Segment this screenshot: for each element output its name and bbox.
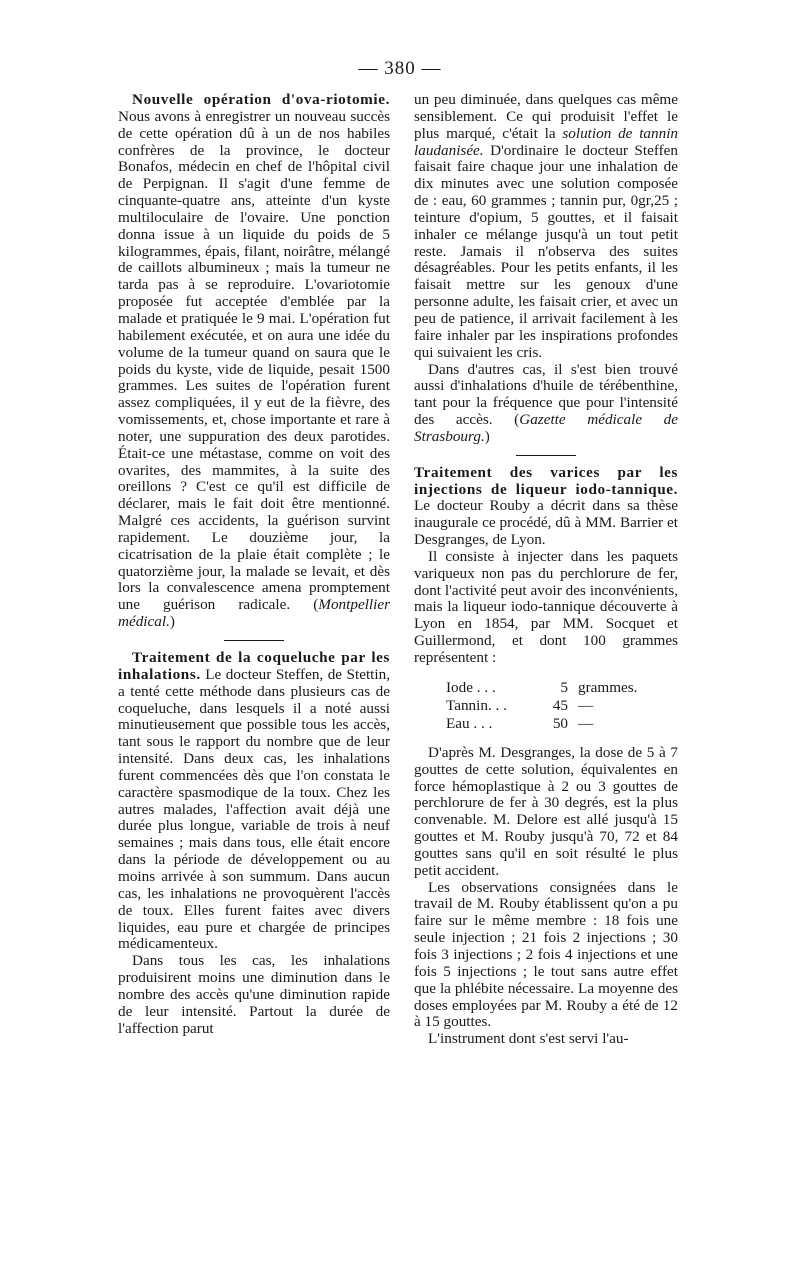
paragraph-text: un peu diminuée, dans quelques cas même sensiblement. Ce qui produisit l'effet le plus marqué, c'était la	[414, 91, 678, 142]
section-divider	[224, 640, 284, 641]
page-number: — 380 —	[358, 58, 442, 79]
paragraph-text: Il consiste à injecter dans les paquets variqueux non pas du perchlorure de fer, dont l'activité peut avoir des inconvénients, mais la liqueur iodo-tannique découverte à Lyon en 1854, par MM. Socquet et Guillermond, et dont 100 grammes représentent :	[414, 547, 678, 666]
left-column	[118, 92, 390, 1037]
article-body: Le docteur Steffen, de Stettin, a tenté cette méthode dans plusieurs cas de coqueluche, dans lesquels il a noté aussi minutieusement que possible tous les accès, tant sous le rapport du nombre que de leur intensité. Dans deux cas, les inhalations furent commencées dès que l'on constata le caractère spasmodique de la toux. Chez les autres malades, l'affection avait déjà une durée plus longue, variable de trois à neuf semaines ; mais dans tous, elle était encore dans la période de développement ou au moins arrivée à son summum. Dans aucun cas, les inhalations ne provoquèrent l'accès de toux. Elles furent faites avec divers liquides, eau pure et chargée de principes médicamenteux.	[118, 665, 391, 953]
recipe-row	[446, 679, 678, 697]
ingredient-name: Tannin. . .	[446, 696, 507, 714]
paragraph-text: Dans tous les cas, les inhalations produisirent moins une diminution dans le nombre des accès qu'une diminution rapide de leur intensité. Partout la durée de l'affection parut	[118, 952, 390, 1037]
recipe-table	[414, 679, 678, 733]
right-column	[414, 92, 678, 1048]
paragraph-text: D'après M. Desgranges, la dose de 5 à 7 gouttes de cette solution, équivalentes en force hémoplastique à 2 ou 3 gouttes de perchlorure de fer à 30 degrés, est la plus convenable. M. Delore est allé jusqu'à 15 gouttes et M. Rouby jusqu'à 70, 72 et 84 gouttes sans qu'il en soit résulté le plus petit accident.	[414, 743, 678, 879]
solution-name: solution de tannin laudanisée.	[414, 124, 679, 159]
section-divider	[516, 455, 576, 456]
article-ovariotomie: Nouvelle opération d'ova-riotomie. Nous avons à enregistrer un nouveau succès de cette opération dû à un de nos habiles confrères de la province, le docteur Bonafos, médecin en chef de l'hôpital civil de Perpignan. Il s'agit d'une femme de cinquante-quatre ans, atteinte d'un kyste multiloculaire de l'ovaire. Une ponction donna issue à un liquide du poids de 5 kilogrammes, épais, filant, noirâtre, mélangé de caillots albumineux ; mais la tumeur ne tarda pas à se reproduire. L'ovariotomie proposée fut acceptée d'emblée par la malade et pratiquée le 9 mai. L'opération fut habilement exécutée, et on aura une idée du volume de la tumeur quand on saura que le poids du kyste, vide de liquide, pesait 1500 grammes. Les suites de l'opération furent assez compliquées, il y eut de la fièvre, des vomissements, et, chose importante et rare à noter, une suppuration des deux parotides. Était-ce une métastase, comme on voit des ovarites, des mammites, à la suite des oreillons ? C'est ce qu'il est difficile de déclarer, mais le fait doit être mentionné. Malgré ces accidents, la guérison survint rapidement. Le douzième jour, la cicatrisation de la plaie était complète ; le quatorzième jour, la malade se levait, et dès lors la convalescence amena promptement une guérison radicale. (Montpellier médical.)	[118, 91, 390, 631]
paragraph	[414, 880, 678, 1032]
paragraph-text: Dans d'autres cas, il s'est bien trouvé aussi d'inhalations d'huile de térébenthine, tant pour la fréquence que pour l'intensité des accès.	[414, 360, 678, 429]
article-varices	[414, 465, 678, 549]
ingredient-unit: —	[578, 696, 594, 714]
article-body: Nous avons à enregistrer un nouveau succès de cette opération dû à un de nos habiles confrères de la province, le docteur Bonafos, médecin en chef de l'hôpital civil de Perpignan. Il s'agit d'une femme de cinquante-quatre ans, atteinte d'un kyste multiloculaire de l'ovaire. Une ponction donna issue à un liquide du poids de 5 kilogrammes, épais, filant, noirâtre, mélangé de caillots albumineux ; mais la tumeur ne tarda pas à se reproduire. L'ovariotomie proposée fut acceptée d'emblée par la malade et pratiquée le 9 mai. L'opération fut habilement exécutée, et on aura une idée du volume de la tumeur quand on saura que le poids du kyste, vide de liquide, pesait 1500 grammes. Les suites de l'opération furent assez compliquées, il y eut de la fièvre, des vomissements, et, chose importante et rare à noter, une suppuration des deux parotides. Était-ce une métastase, comme on voit des ovarites, des mammites, à la suite des oreillons ? C'est ce qu'il est difficile de déclarer, mais le fait doit être mentionné. Malgré ces accidents, la guérison survint rapidement. Le douzième jour, la cicatrisation de la plaie était complète ; le quatorzième jour, la malade se levait, et dès lors la convalescence amena promptement une guérison radicale.	[118, 107, 390, 614]
article-body: Le docteur Rouby a décrit dans sa thèse inaugurale ce procédé, dû à MM. Barrier et Desgranges, de Lyon.	[414, 497, 678, 549]
paragraph	[118, 953, 390, 1037]
recipe-row	[446, 715, 678, 733]
ingredient-name: Iode . . .	[446, 678, 496, 696]
ingredient-quantity: 45	[552, 696, 568, 714]
paragraph	[414, 745, 678, 880]
ingredient-quantity: 5	[560, 678, 568, 696]
ingredient-unit: —	[578, 714, 594, 732]
article-source: Montpellier médical.	[118, 596, 390, 631]
paragraph	[414, 549, 678, 667]
ingredient-name: Eau . . .	[446, 714, 493, 732]
ingredient-quantity: 50	[552, 714, 568, 732]
recipe-row	[446, 697, 678, 715]
article-heading: Traitement des varices par les injections de liqueur iodo-tannique.	[414, 463, 678, 498]
paragraph: Dans d'autres cas, il s'est bien trouvé aussi d'inhalations d'huile de térébenthine, tant pour la fréquence que pour l'intensité des accès. (Gazette médicale de Strasbourg.)	[414, 360, 679, 445]
article-coqueluche	[118, 650, 390, 953]
ingredient-unit: grammes.	[578, 678, 638, 696]
paragraph-text: D'ordinaire le docteur Steffen faisait faire chaque jour une inhalation de dix minutes avec une solution composée de : eau, 60 grammes ; tannin pur, 0gr,25 ; teinture d'opium, 5 gouttes, et il faisait inhaler ce mélange jusqu'à un tout petit reste. Jamais il n'observa des suites désagréables. Pour les petits enfants, il les faisait mettre sur les genoux d'une personne adulte, les faisait crier, et avec un peu de patience, il arrivait facilement à les faire inhaler par les inspirations profondes qui suivaient les cris.	[414, 141, 679, 361]
paragraph-text: Les observations consignées dans le travail de M. Rouby établissent qu'on a pu faire sur le même membre : 18 fois une seule injection ; 21 fois 2 injections ; 30 fois 3 injections ; 2 fois 4 injections et une fois 5 injections ; le tout sans autre effet que la phlébite nécessaire. La moyenne des doses employées par M. Rouby a été de 12 à 15 gouttes.	[414, 878, 678, 1031]
article-heading: Nouvelle opération d'ova-riotomie.	[132, 91, 390, 108]
paragraph	[414, 1031, 678, 1048]
paragraph-text: L'instrument dont s'est servi l'au-	[428, 1030, 629, 1048]
article-heading: Traitement de la coqueluche par les inhalations.	[118, 649, 390, 683]
paragraph	[414, 92, 678, 362]
article-source: Gazette médicale de Strasbourg.	[414, 411, 679, 445]
